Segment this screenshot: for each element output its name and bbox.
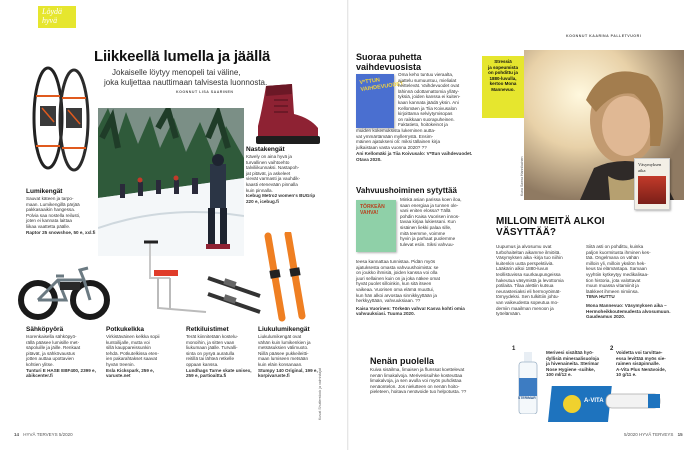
- lumikengat-block: [26, 188, 96, 235]
- retkiluistimet-credit: Lundhags Tarne skate unisex, 259 e, partioaitta.fi: [186, 367, 252, 379]
- left-photo-credit: Kuvat Shutterstock ja valmistajat: [318, 368, 322, 420]
- liukulumikengat-line: kuin eläin konsanaan.: [258, 361, 303, 367]
- liukulumikengat-line: metsäsuksien välimuoto.: [258, 345, 309, 351]
- milloin-line: teollistuvissa suurkaupungeissa: [496, 271, 561, 277]
- deck-line-1: Jokaiselle löytyy menopeli tai väline,: [112, 68, 241, 77]
- milloin-line: potilaita. Tilaa alettiin kutsua: [496, 283, 554, 289]
- right-byline: KOONNUT KAARINA PALLETVUORI: [566, 34, 642, 38]
- vahvuus-line: juuri sellainen kuin on ja joka näkee omat: [356, 275, 441, 281]
- suoraa-body-wide: [356, 128, 478, 163]
- retkiluistimet-line: reitillä tai lähteä retkelle: [186, 356, 235, 362]
- nastakengat-line: jat pitävät, ja askeleet: [246, 170, 291, 176]
- left-magazine-name: HYVÄ TERVEYS 5/2020: [23, 432, 73, 437]
- right-magazine-name: 5/2020 HYVÄ TERVEYS: [624, 432, 674, 437]
- milloin-col1: [496, 244, 580, 317]
- book-title-torkean-vahva: TÖRKEÄN VAHVA!: [360, 204, 385, 216]
- book-cover-torkean-vahva: [356, 200, 396, 252]
- vahvuus-body-narrow: [400, 197, 478, 247]
- nenan-item1-line: ja hivenaineita. Sterimar: [546, 361, 599, 367]
- avita-label: A-VITA: [584, 398, 604, 404]
- nastakengat-line: vievät varmasti ja vauhdik-: [246, 176, 301, 182]
- sahkopyora-line: jotten auttaa upottavien: [26, 356, 74, 362]
- sterimar-label: STERIMAR: [518, 396, 536, 400]
- milloin-line: paljon kuormitusta ihminen kes-: [586, 249, 651, 255]
- retkiluistimet-line: oppaan kanssa.: [186, 361, 219, 367]
- potkukelkka-line: sillä kauppareissunkin: [106, 345, 151, 351]
- suoraa-block: [356, 52, 474, 72]
- milloin-line: hakeutua väsymistä ja levottomia: [496, 277, 564, 283]
- nastakengat-line: kaasti etenevään pinnalla: [246, 181, 298, 187]
- milloin-line: Siitä asti on pohdittu, kuinka: [586, 244, 644, 249]
- portrait-photo-credit: Kuva Sanna Hannikainen: [520, 156, 524, 196]
- quote-line: on pohdittu ja: [488, 70, 518, 76]
- liukulumikengat-title: Liukulumikengät: [258, 326, 310, 333]
- vahvuus-line: Minkä asian parissa koen iloa,: [400, 197, 462, 202]
- potkukelkka-line: tehdä. Potkutelkissa eten-: [106, 350, 159, 356]
- book-cover-vaihdevuodet: [356, 74, 404, 128]
- potkukelkka-line: kuntoilijalle, mutta voi: [106, 339, 150, 345]
- book-title-vasymys: Väsymyksen aika: [638, 162, 662, 173]
- book-cover-art: [638, 176, 666, 204]
- skates-image: [206, 268, 262, 322]
- milloin-line: milloin yli, milloin yksilön hek-: [586, 260, 646, 266]
- quote-line: 1880-luvulla,: [489, 75, 517, 81]
- right-page-number: 15: [677, 432, 683, 437]
- retkiluistimet-title: Retkiluistimet: [186, 326, 229, 333]
- sahkopyora-line: rällä pääsee lumisille met-: [26, 339, 80, 345]
- nenan-item1-line: Merivesi sisältää hyö-: [546, 350, 594, 355]
- vahvuus-line: tavaa kirjaa lukiessani. Kun: [400, 219, 456, 225]
- vahvuus-body-wide: [356, 259, 480, 317]
- quote-line: kertoo Mona: [489, 81, 517, 87]
- retkiluistimet-line: sinta on pysyä auratulla: [186, 350, 235, 356]
- liukulumikengat-credit: Stumpy 140 Original, 199 e, korpivaruste.fi: [258, 367, 318, 379]
- milloin-heading: [496, 216, 605, 238]
- nenan-item1-line: 100 ml/12 e.: [546, 372, 572, 378]
- vahvuus-title: Vahvuushoiminen sytyttää: [356, 186, 457, 195]
- nenan-item1: [546, 350, 608, 378]
- liukulumikengat-line: maan lumiseen metsään: [258, 356, 309, 362]
- lumikengat-credit: Raptor 25 snowshoe, 50 e, xxl.fi: [26, 229, 96, 235]
- suoraa-line: kaan kannata jäädä yksin. Ani: [398, 99, 459, 105]
- suoraa-body-narrow: [398, 72, 476, 128]
- vahvuus-line: on joukko ihmisiä, joiden kanssa voi olla: [356, 270, 438, 276]
- liukulumikengat-block: [258, 326, 328, 379]
- nenan-item1-line: Nose Hygiene -suihke,: [546, 366, 596, 372]
- nenan-number-2: 2: [610, 346, 614, 352]
- vahvuus-line: ajatuksesta omasta vahvuushoimista: se: [356, 264, 439, 270]
- nenan-line: nenän limakalvoja. Merivesisuihke kosteuttaa: [370, 372, 463, 378]
- liukulumikengat-line: Liukulumikengät ovat: [258, 334, 302, 339]
- lumikengat-line: joten ei kannata laittaa: [26, 218, 72, 224]
- section-tag-line2: hyvä: [42, 16, 58, 25]
- suoraa-line: ajattelu sumuuntuu, mielialat: [398, 77, 457, 83]
- nenan-item1-line: dyllisiä mineraalisuoloja: [546, 355, 600, 361]
- milloin-line: työelämään.: [496, 311, 522, 317]
- milloin-line: keus tai elämäntapa. Samaan: [586, 266, 647, 272]
- left-folio: [14, 432, 73, 437]
- sterimar-product: [516, 352, 540, 414]
- section-tag: [38, 6, 76, 28]
- vahvuus-line: tulevat esiin. Siksi vahvuu-: [400, 241, 455, 247]
- potkukelkka-title: Potkukelkka: [106, 326, 144, 333]
- short-skis-image: [260, 232, 320, 324]
- vahvuus-line: teesa kannattaa tunnistaa. Pidän myös: [356, 259, 436, 264]
- section-tag-line1: Löydä: [42, 7, 62, 16]
- potkukelkka-line: Virkistäväinen kelkka sopii: [106, 334, 160, 339]
- nenan-item2-line: raimen sisäpinnalle.: [616, 361, 660, 367]
- liukulumikengat-line: vähän kuin lumikenkien ja: [258, 339, 311, 345]
- lumikengat-line: maan. Lumikengillä pärjää: [26, 201, 80, 207]
- suoraa-line: Oma keho tuntuu vieraalta,: [398, 72, 454, 77]
- snowshoes-image: [26, 56, 96, 178]
- vahvuus-line: saan energiaa ja tunnen ole-: [400, 202, 459, 208]
- milloin-line: tää. Ongelmana on vähän: [586, 255, 639, 261]
- nenan-line: pieleteen, hoitava nenävoide tuo helpotusta. ??: [370, 389, 467, 395]
- suoraa-line: julkaistaan vasta vuonna 2020? ??: [356, 144, 427, 150]
- liukulumikengat-line: Niillä pääsee pukkeileitti-: [258, 350, 309, 356]
- nenan-item2-line: essa levittää myös sie-: [616, 355, 666, 361]
- milloin-line: vyyhtiin kytkeytyy medikalisaa-: [586, 271, 649, 277]
- potkukelkka-block: [106, 326, 176, 379]
- nenan-item2-line: Voidetta voi tarvittae-: [616, 350, 663, 355]
- suoraa-title: Suoraa puhetta: [356, 52, 422, 62]
- page-title: Liikkeellä lumella ja jäällä: [94, 48, 271, 65]
- suoraa-title2: vaihdevuosista: [356, 62, 422, 72]
- suoraa-line: Kellomäen ja Tiia Koivusalon: [398, 105, 457, 111]
- nastakengat-line: turvallinen vaihtoehto: [246, 159, 290, 165]
- sahkopyora-line: säpoluille ja jäille. Renkaat: [26, 345, 81, 351]
- milloin-line: Lääkärin alkoi 1880-luvun: [496, 266, 549, 272]
- suoraa-line: tyksiä, joiden kanssa ei kuiten-: [398, 94, 461, 100]
- milloin-line: kuitenkin uutta perspektiiviä.: [496, 260, 554, 266]
- kicksled-image: [140, 238, 210, 320]
- milloin-line: tion historia, jota valottavat: [586, 277, 641, 283]
- milloin-line: derniin maailman menoon ja: [496, 305, 554, 311]
- nenan-title: Nenän puolella: [370, 356, 435, 366]
- milloin-line: Uupumus ja alvosumu ovat: [496, 244, 552, 249]
- vahvuus-line: vaikeaa. Vuorisen oma elämä muuttui,: [356, 286, 434, 292]
- quote-line: Mannevuo.: [491, 86, 515, 92]
- retkiluistimet-line: monoihin, ja sitten vaan: [186, 339, 235, 345]
- nastakengat-title: Nastakengät: [246, 146, 285, 153]
- milloin-line: van vaikeudesta sopeutua mo-: [496, 299, 559, 305]
- sahkopyora-line: Isorenkaisella sähköpyö-: [26, 334, 77, 339]
- milloin-author: TIINA HUTTU: [586, 294, 615, 300]
- nenan-number-1: 1: [512, 346, 516, 352]
- vahvuus-line: pohdin Kaisa Vuorisen innos-: [400, 213, 460, 219]
- suoraa-line: on raikkaan suorapuheinen.: [398, 116, 455, 122]
- vahvuus-line: kun hän alkoi arvostaa sinnikkyyttään ja: [356, 292, 437, 298]
- nenan-line: nenäontelon. Jos nielutteen on nenän hoito-: [370, 383, 460, 389]
- lumikengat-title: Lumikengät: [26, 188, 63, 195]
- lumikengat-line: Sauvat käteen ja tarpo-: [26, 196, 74, 201]
- milloin-line: lääkkeet ihmeen nimiinsa.: [586, 288, 639, 294]
- suoraa-line: heittelevät. Vaihdevuodet ovat: [398, 83, 460, 89]
- milloin-credit: Mona Mannevuo: Väsymyksen aika – Hermoheikkoutemudesta alvosumuun. Gaudeamus 2020.: [586, 302, 671, 320]
- left-page-number: 14: [14, 432, 20, 437]
- snow-photo: [98, 108, 244, 256]
- suoraa-line: Faktatieto, hoitokeinot ja: [398, 122, 448, 128]
- nenan-line: Kuiva sisäilma, limaisen ja flunssat koettelevat: [370, 367, 465, 372]
- nastakengat-line: kuin pinnalla.: [246, 187, 273, 193]
- byline: KOONNUT LISA SAARINEN: [176, 90, 234, 94]
- nastakengat-line: Kävely on aina hyvä ja: [246, 154, 292, 159]
- lumikengat-line: liikaa vaattetta päälle.: [26, 223, 71, 229]
- fatbike-image: [18, 262, 110, 320]
- vahvuus-line: herkkyyttään, vahvuuksiaan. ??: [356, 298, 421, 304]
- vahvuus-line: sisäinen liekki palaa sille,: [400, 224, 452, 230]
- nastakengat-line: talviliikunnaksi. Nastapoh-: [246, 165, 300, 171]
- nenan-item2-line: 10 g/11 e.: [616, 372, 637, 378]
- gutter: [347, 0, 349, 450]
- milloin-line: neurasteniaksi eli hermoyöimät-: [496, 288, 561, 294]
- right-folio: [624, 432, 683, 437]
- nastakengat-credit: Icebug Metro2 women's BUGrip 220 e, icebug.fi: [246, 193, 316, 204]
- milloin-col2: [586, 244, 672, 320]
- nastakengat-block: [246, 146, 316, 204]
- milloin-title-line1: MILLOIN MEITÄ ALKOI: [496, 216, 605, 227]
- milloin-line: muun muassa vitamiinit ja: [586, 283, 639, 289]
- vahvuus-line: hyvät puolet silloinkin, kun sitä itseen: [356, 281, 432, 287]
- quote-line: ja sopeumista: [487, 64, 518, 70]
- suoraa-line: mäinen ajatukseni oli: miksi tällainen kirja: [356, 139, 441, 145]
- vahvuus-line: vani eniten elossa? Tällä: [400, 208, 451, 214]
- sahkopyora-line: kohtien ylitse.: [26, 361, 54, 367]
- vahvuus-credit: Kaisa Vuorinen: Törkeän vahva! Kasva kohti omia vahvuuksiasi. Tuuma 2020.: [356, 305, 465, 317]
- sahkopyora-credit: Tunturi E HASE EBF400, 2399 e, abikcenter.fi: [26, 367, 96, 379]
- potkukelkka-credit: Esla Kickspark, 259 e, varuste.net: [106, 367, 155, 379]
- suoraa-line: kirjoittama selviytymisopas: [398, 111, 453, 117]
- pull-quote: [482, 56, 524, 118]
- deck-line-2: joka kuljettaa nauttimaan talvisesta luonnosta.: [104, 78, 268, 87]
- suoraa-line: lähinnä odottamattomia ylläty-: [398, 88, 460, 94]
- retkiluistimet-line: Terät kiinnitetään kostelu-: [186, 334, 239, 339]
- sahkopyora-line: pitävät, ja sähkövaustus: [26, 350, 76, 356]
- lumikengat-line: pakkasaaikin hangessa.: [26, 207, 76, 213]
- book-cover-vasymys: [634, 158, 670, 210]
- lumikengat-line: Polvia saa nostella reilusti,: [26, 212, 81, 218]
- retkiluistimet-line: liukumaan jäälle. Turvalli-: [186, 345, 238, 351]
- sahkopyora-block: [26, 326, 96, 379]
- nenan-line: limakalvoja, ja sen avulla voi myös puhdistaa: [370, 378, 462, 384]
- nenan-item2-line: A-Vita Plus Nenävoide,: [616, 366, 666, 372]
- nenan-item2: [616, 350, 682, 378]
- vahvuus-line: hyvin ja parhaat puolemme: [400, 236, 456, 242]
- vahvuus-line: mitä teemme, voimme: [400, 230, 446, 236]
- quote-line: Stressiä: [494, 59, 512, 64]
- suoraa-credit: Ani Kellomäki ja Tiia Koivusalo: V*ttun vaihdevuodet. Otava 2020.: [356, 151, 473, 162]
- boot-image: [244, 80, 324, 150]
- milloin-title-line2: VÄSYTTÄÄ?: [496, 227, 556, 238]
- nenan-block: [370, 356, 500, 395]
- suoraa-line: muiden kokemuksista lukeminen autta-: [356, 128, 436, 133]
- milloin-line: tömyydeksi. Sen tulkittiin johtu-: [496, 294, 560, 300]
- potkukelkka-line: hyvän treenin.: [106, 361, 135, 367]
- milloin-line: turbohaiteltan aikamme ilmiöitä.: [496, 249, 561, 255]
- sahkopyora-title: Sähköpyörä: [26, 326, 64, 333]
- book-title-vaihdevuodet: V*TTUN VAIHDEVUODET: [359, 77, 404, 93]
- retkiluistimet-block: [186, 326, 258, 379]
- potkukelkka-line: ien pakarahtakset saavat: [106, 356, 158, 362]
- milloin-line: Väsymyksen aika -kirja tuo niihin: [496, 255, 563, 261]
- avita-product: [544, 384, 664, 424]
- suoraa-line: vat ymmärtämään myllerrystä. Ensim-: [356, 133, 434, 139]
